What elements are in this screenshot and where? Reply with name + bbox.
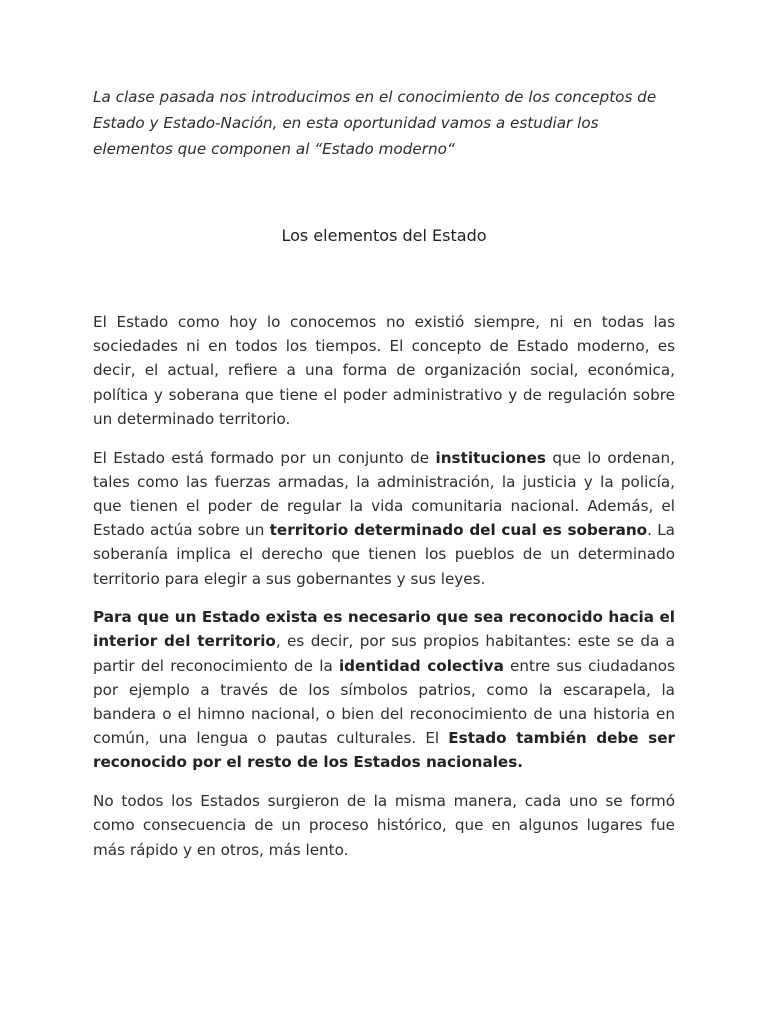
paragraph-2-text-e: . La soberanía implica el derecho que tienen los pueblos de un determinado territorio para elegir a sus gobernantes y sus leyes. <box>93 521 675 588</box>
paragraph-2-text-a: El Estado está formado por un conjunto de <box>93 448 436 467</box>
section-title: Los elementos del Estado <box>281 226 487 245</box>
document-page <box>93 84 675 859</box>
paragraph-3-text-d: entre sus ciudadanos por ejemplo a través de los símbolos patrios, como la escarapela, la bandera o el himno nacional, o bien del reconocimiento de una historia en común, una lengua o pautas culturales. El <box>93 656 675 748</box>
paragraph-1 <box>93 310 675 431</box>
paragraph-2-text-c: que lo ordenan, tales como las fuerzas armadas, la administración, la justicia y la policía, que tienen el poder de regular la vida comunitaria nacional. Además, el Estado actúa sobre un <box>93 448 675 540</box>
paragraph-4 <box>93 789 675 862</box>
paragraph-3-bold-estado: Estado también debe ser reconocido por el resto de los Estados nacionales. <box>93 729 675 772</box>
document-body <box>93 310 675 876</box>
paragraph-2-bold-instituciones: instituciones <box>435 448 546 467</box>
paragraph-4-text: No todos los Estados surgieron de la misma manera, cada uno se formó como consecuencia de un proceso histórico, que en algunos lugares fue más rápido y en otros, más lento. <box>93 792 675 859</box>
paragraph-3-bold-reconocido: Para que un Estado exista es necesario que sea reconocido hacia el interior del territorio <box>93 608 675 651</box>
paragraph-2 <box>93 446 675 591</box>
intro-paragraph: La clase pasada nos introducimos en el conocimiento de los conceptos de Estado y Estado-Nación, en esta oportunidad vamos a estudiar los elementos que componen al “Estado moderno“ <box>93 88 657 158</box>
paragraph-2-bold-territorio: territorio determinado del cual es soberano <box>269 521 648 540</box>
paragraph-1-text: El Estado como hoy lo conocemos no existió siempre, ni en todas las sociedades ni en todos los tiempos. El concepto de Estado moderno, es decir, el actual, refiere a una forma de organización social, económica, política y soberana que tiene el poder administrativo y de regulación sobre un determinado territorio. <box>93 313 675 428</box>
paragraph-3 <box>93 605 675 774</box>
paragraph-3-bold-identidad: identidad colectiva <box>338 656 504 675</box>
paragraph-3-text-b: , es decir, por sus propios habitantes: este se da a partir del reconocimiento de la <box>93 632 675 675</box>
